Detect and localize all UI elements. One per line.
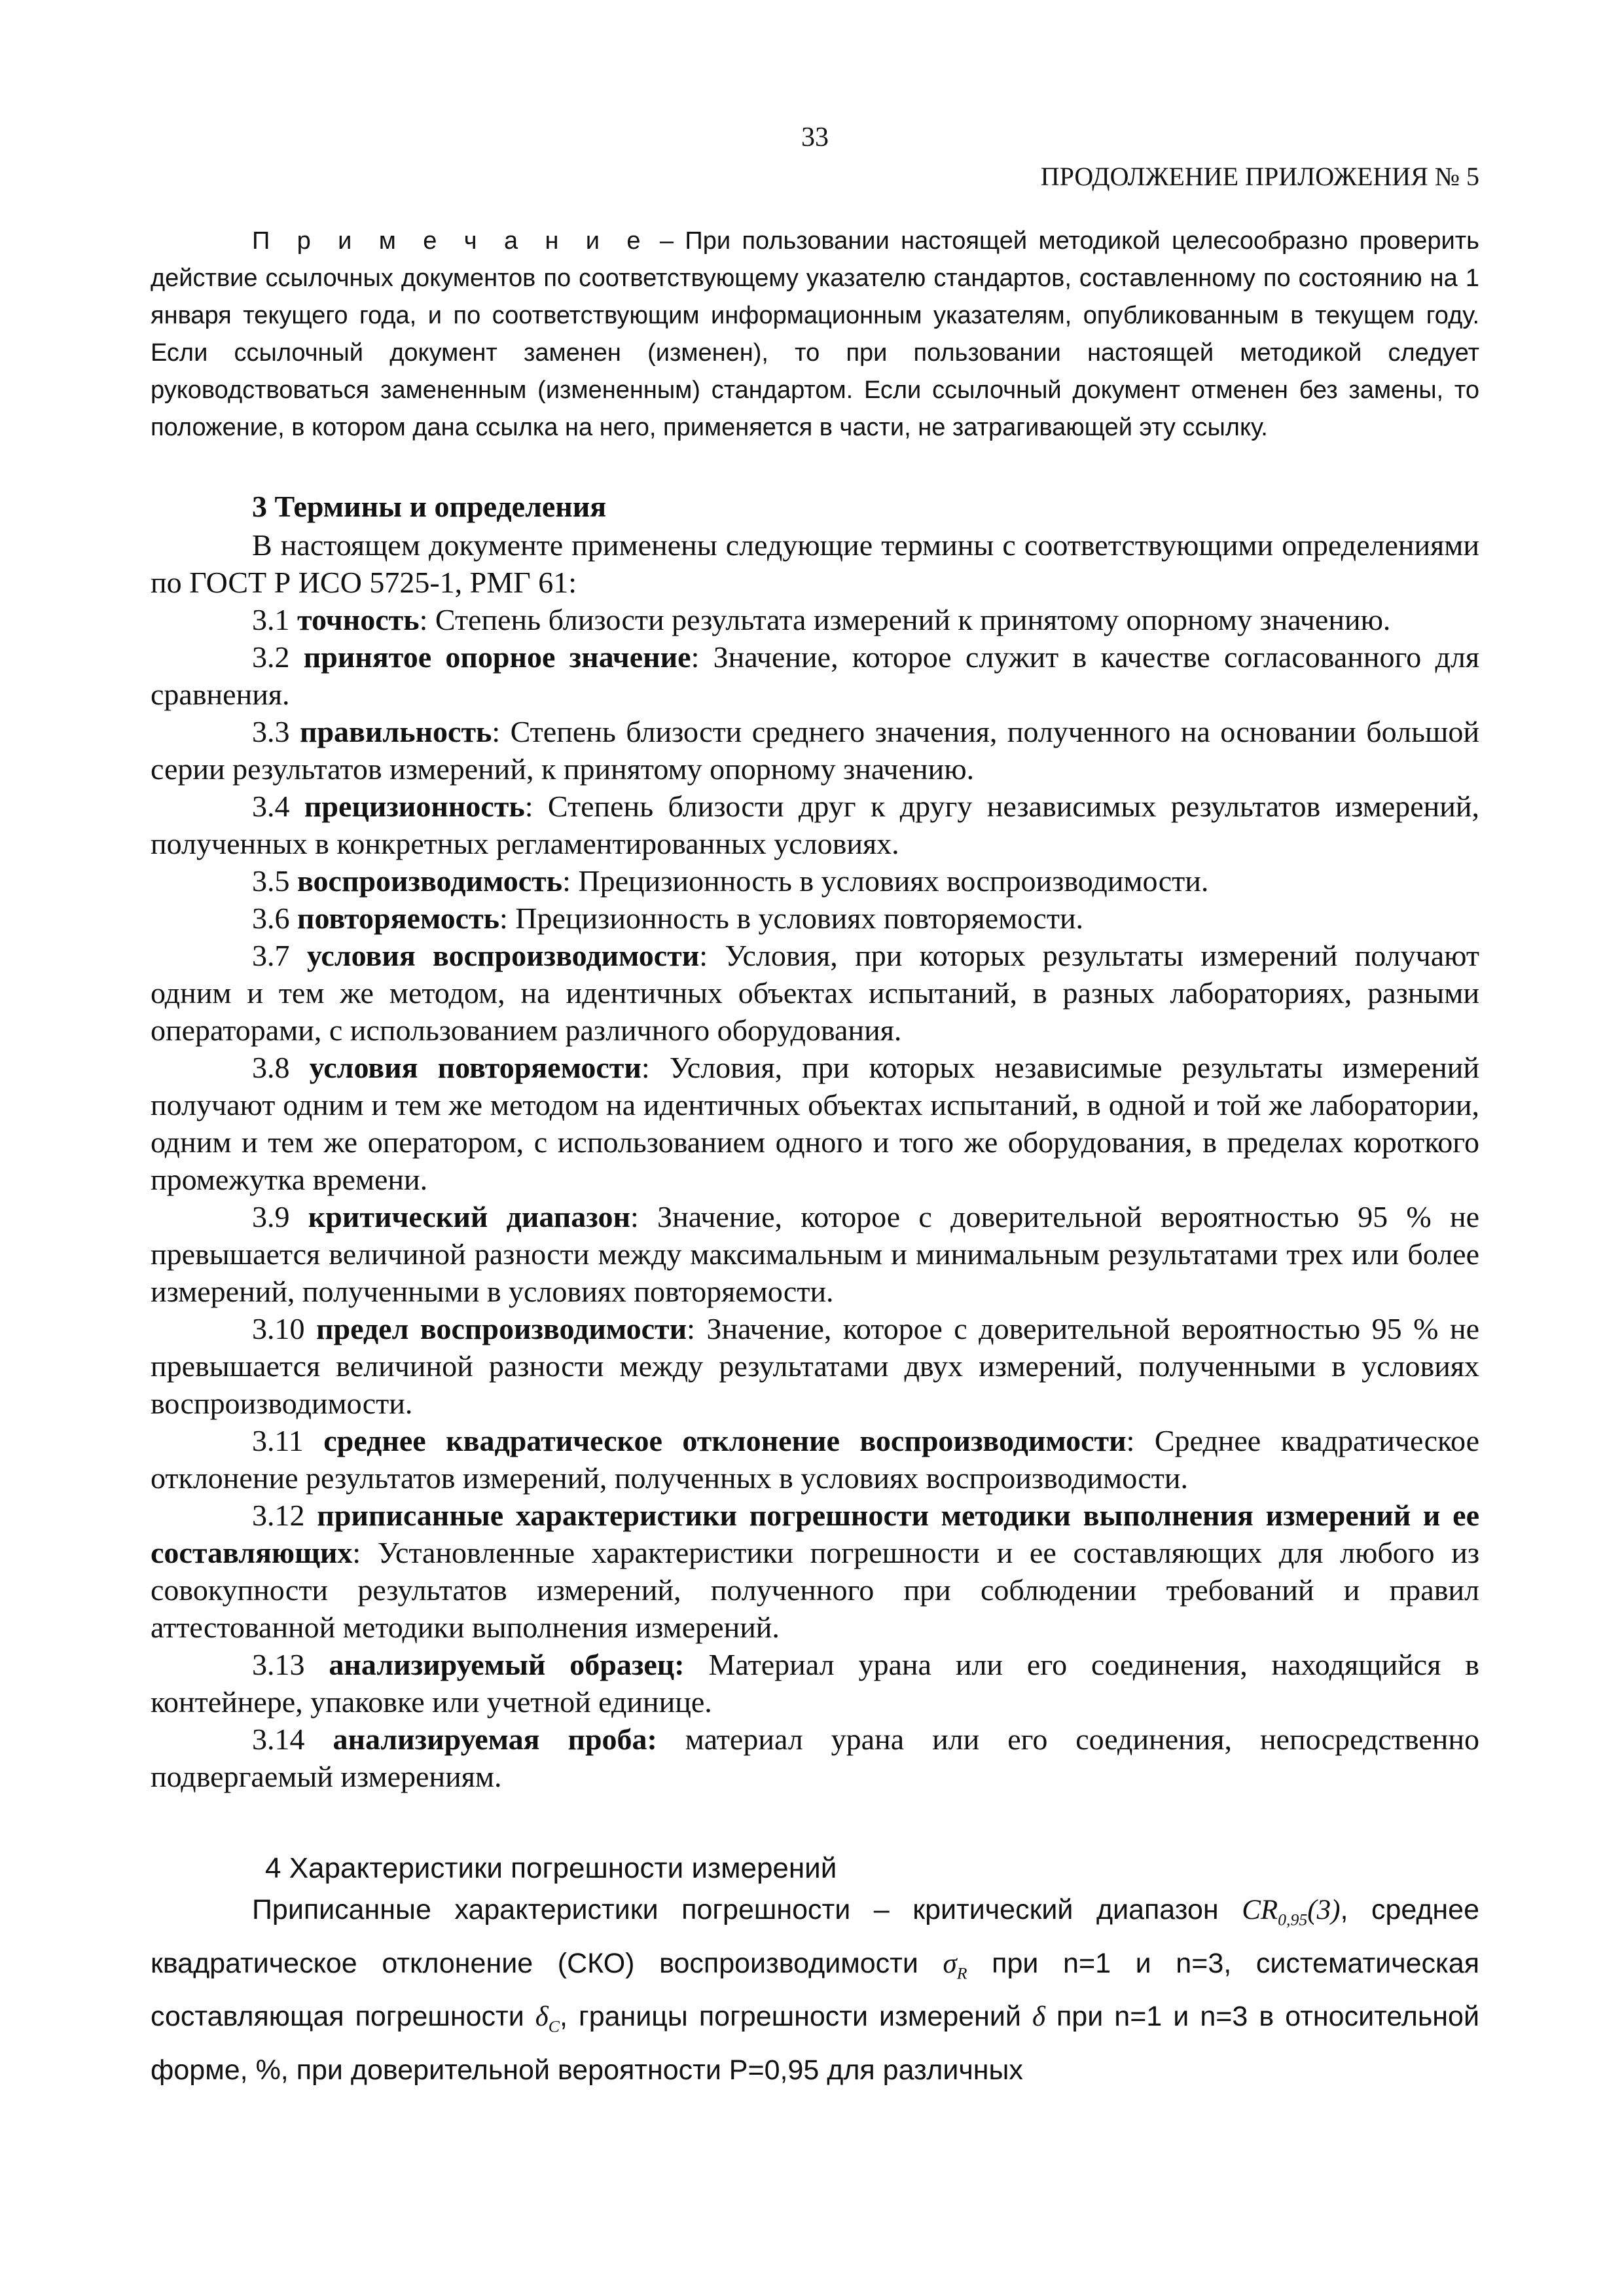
term-number: 3.11	[252, 1424, 324, 1457]
term-item	[151, 900, 1479, 937]
term-number: 3.6	[252, 902, 297, 935]
term-item	[151, 713, 1479, 788]
term-number: 3.9	[252, 1200, 308, 1233]
term-item	[151, 1310, 1479, 1422]
term-number: 3.12	[252, 1499, 317, 1532]
term-item	[151, 788, 1479, 862]
terms-list	[151, 601, 1479, 1795]
term-item	[151, 1198, 1479, 1310]
term-name: принятое опорное значение	[303, 640, 691, 674]
term-definition: : Значение, которое с доверительной вероятностью 95 % не превышается величиной разности между результатами двух измерений, полученными в условиях воспроизводимости.	[151, 1312, 1480, 1420]
term-name: правильность	[299, 715, 492, 748]
term-name: повторяемость	[297, 902, 499, 935]
term-definition: : Степень близости среднего значения, полученного на основании большой серии результатов измерений, к принятому опорному значению.	[151, 715, 1479, 786]
term-number: 3.14	[252, 1722, 333, 1756]
term-number: 3.4	[252, 790, 304, 823]
term-item	[151, 601, 1479, 638]
term-number: 3.10	[252, 1312, 317, 1345]
note-paragraph	[151, 223, 1479, 446]
term-definition: : Прецизионность в условиях воспроизводимости.	[562, 864, 1209, 898]
document-page	[151, 118, 1479, 2092]
appendix-continuation-header: ПРОДОЛЖЕНИЕ ПРИЛОЖЕНИЯ № 5	[1040, 162, 1479, 191]
term-name: критический диапазон	[308, 1200, 630, 1233]
term-definition: : Условия, при которых результаты измерений получают одним и тем же методом, на идентичных объектах испытаний, в разных лабораториях, разными операторами, с использованием различного оборудования.	[151, 939, 1480, 1047]
term-number: 3.7	[252, 939, 307, 972]
term-name: условия повторяемости	[309, 1051, 641, 1084]
term-name: точность	[297, 603, 420, 636]
term-name: анализируемая проба:	[333, 1722, 657, 1756]
term-name: воспроизводимость	[297, 864, 563, 898]
sigma-r-symbol: $\sigma_R$	[943, 1948, 967, 1983]
section-3-intro: В настоящем документе применены следующие термины с соответствующими определениями по ГОСТ Р ИСО 5725-1, РМГ 61:	[151, 528, 1479, 599]
term-item	[151, 862, 1479, 900]
term-item	[151, 1497, 1479, 1646]
term-name: анализируемый образец:	[329, 1648, 685, 1681]
term-name: предел воспроизводимости	[316, 1312, 687, 1345]
delta-c-symbol: $\delta_C$	[535, 2001, 560, 2036]
term-name: приписанные характеристики погрешности методики выполнения измерений и ее составляющих	[151, 1499, 1479, 1569]
term-item	[151, 1646, 1479, 1721]
section-4-title: 4 Характеристики погрешности измерений	[265, 1852, 837, 1884]
term-definition: : Условия, при которых независимые результаты измерений получают одним и тем же методом на идентичных объектах испытаний, в одной и той же лаборатории, одним и тем же оператором, с использованием одного и того же оборудования, в пределах короткого промежутка времени.	[151, 1051, 1480, 1196]
term-definition: : Степень близости результата измерений к принятому опорному значению.	[419, 603, 1391, 636]
term-number: 3.1	[252, 603, 297, 636]
note-label: П р и м е ч а н и е	[252, 227, 649, 255]
term-definition: : Среднее квадратическое отклонение результатов измерений, полученных в условиях воспроизводимости.	[151, 1424, 1480, 1495]
cr-symbol: $CR_{0,95}(3)$	[1242, 1895, 1341, 1929]
term-definition: : Установленные характеристики погрешности и ее составляющих для любого из совокупности результатов измерений, полученного при соблюдении требований и правил аттестованной методики выполнения измерений.	[151, 1536, 1479, 1644]
term-number: 3.2	[252, 640, 304, 674]
note-text: – При пользовании настоящей методикой целесообразно проверить действие ссылочных документов по соответствующему указателю стандартов, составленному по состоянию на 1 января текущего года, и по соответствующим информационным указателям, опубликованным в текущем году. Если ссылочный документ заменен (изменен), то при пользовании настоящей методикой следует руководствоваться замененным (измененным) стандартом. Если ссылочный документ отменен без замены, то положение, в котором дана ссылка на него, применяется в части, не затрагивающей эту ссылку.	[151, 227, 1479, 441]
term-name: прецизионность	[304, 790, 525, 823]
term-number: 3.8	[252, 1051, 310, 1084]
term-definition: : Значение, которое служит в качестве согласованного для сравнения.	[151, 640, 1480, 711]
term-definition: материал урана или его соединения, непосредственно подвергаемый измерениям.	[151, 1722, 1479, 1793]
section-4-paragraph: Приписанные характеристики погрешности – критический диапазон $CR_{0,95}(3)$, среднее квадратическое отклонение (СКО) воспроизводимости $\sigma_R$ при n=1 и n=3, систематическая составляющая погрешности $\delta_C$, границы погрешности измерений δ при n=1 и n=3 в относительной форме, %, при доверительной вероятности P=0,95 для различных	[151, 1894, 1479, 2086]
term-name: условия воспроизводимости	[306, 939, 700, 972]
term-definition: : Прецизионность в условиях повторяемости.	[499, 902, 1084, 935]
term-definition: : Степень близости друг к другу независимых результатов измерений, полученных в конкретных регламентированных условиях.	[151, 790, 1479, 860]
term-definition: : Значение, которое с доверительной вероятностью 95 % не превышается величиной разности между максимальным и минимальным результатами трех или более измерений, полученными в условиях повторяемости.	[151, 1200, 1480, 1308]
term-item	[151, 1721, 1479, 1795]
term-name: среднее квадратическое отклонение воспроизводимости	[323, 1424, 1127, 1457]
section-3-title: 3 Термины и определения	[252, 490, 607, 523]
term-item	[151, 638, 1479, 713]
term-item	[151, 1422, 1479, 1497]
delta-symbol: δ	[1032, 2001, 1045, 2033]
term-item	[151, 937, 1479, 1049]
term-number: 3.3	[252, 715, 300, 748]
term-definition: Материал урана или его соединения, находящийся в контейнере, упаковке или учетной единице.	[151, 1648, 1480, 1719]
page-number: 33	[801, 122, 829, 153]
term-number: 3.13	[252, 1648, 329, 1681]
term-number: 3.5	[252, 864, 297, 898]
term-item	[151, 1049, 1479, 1198]
